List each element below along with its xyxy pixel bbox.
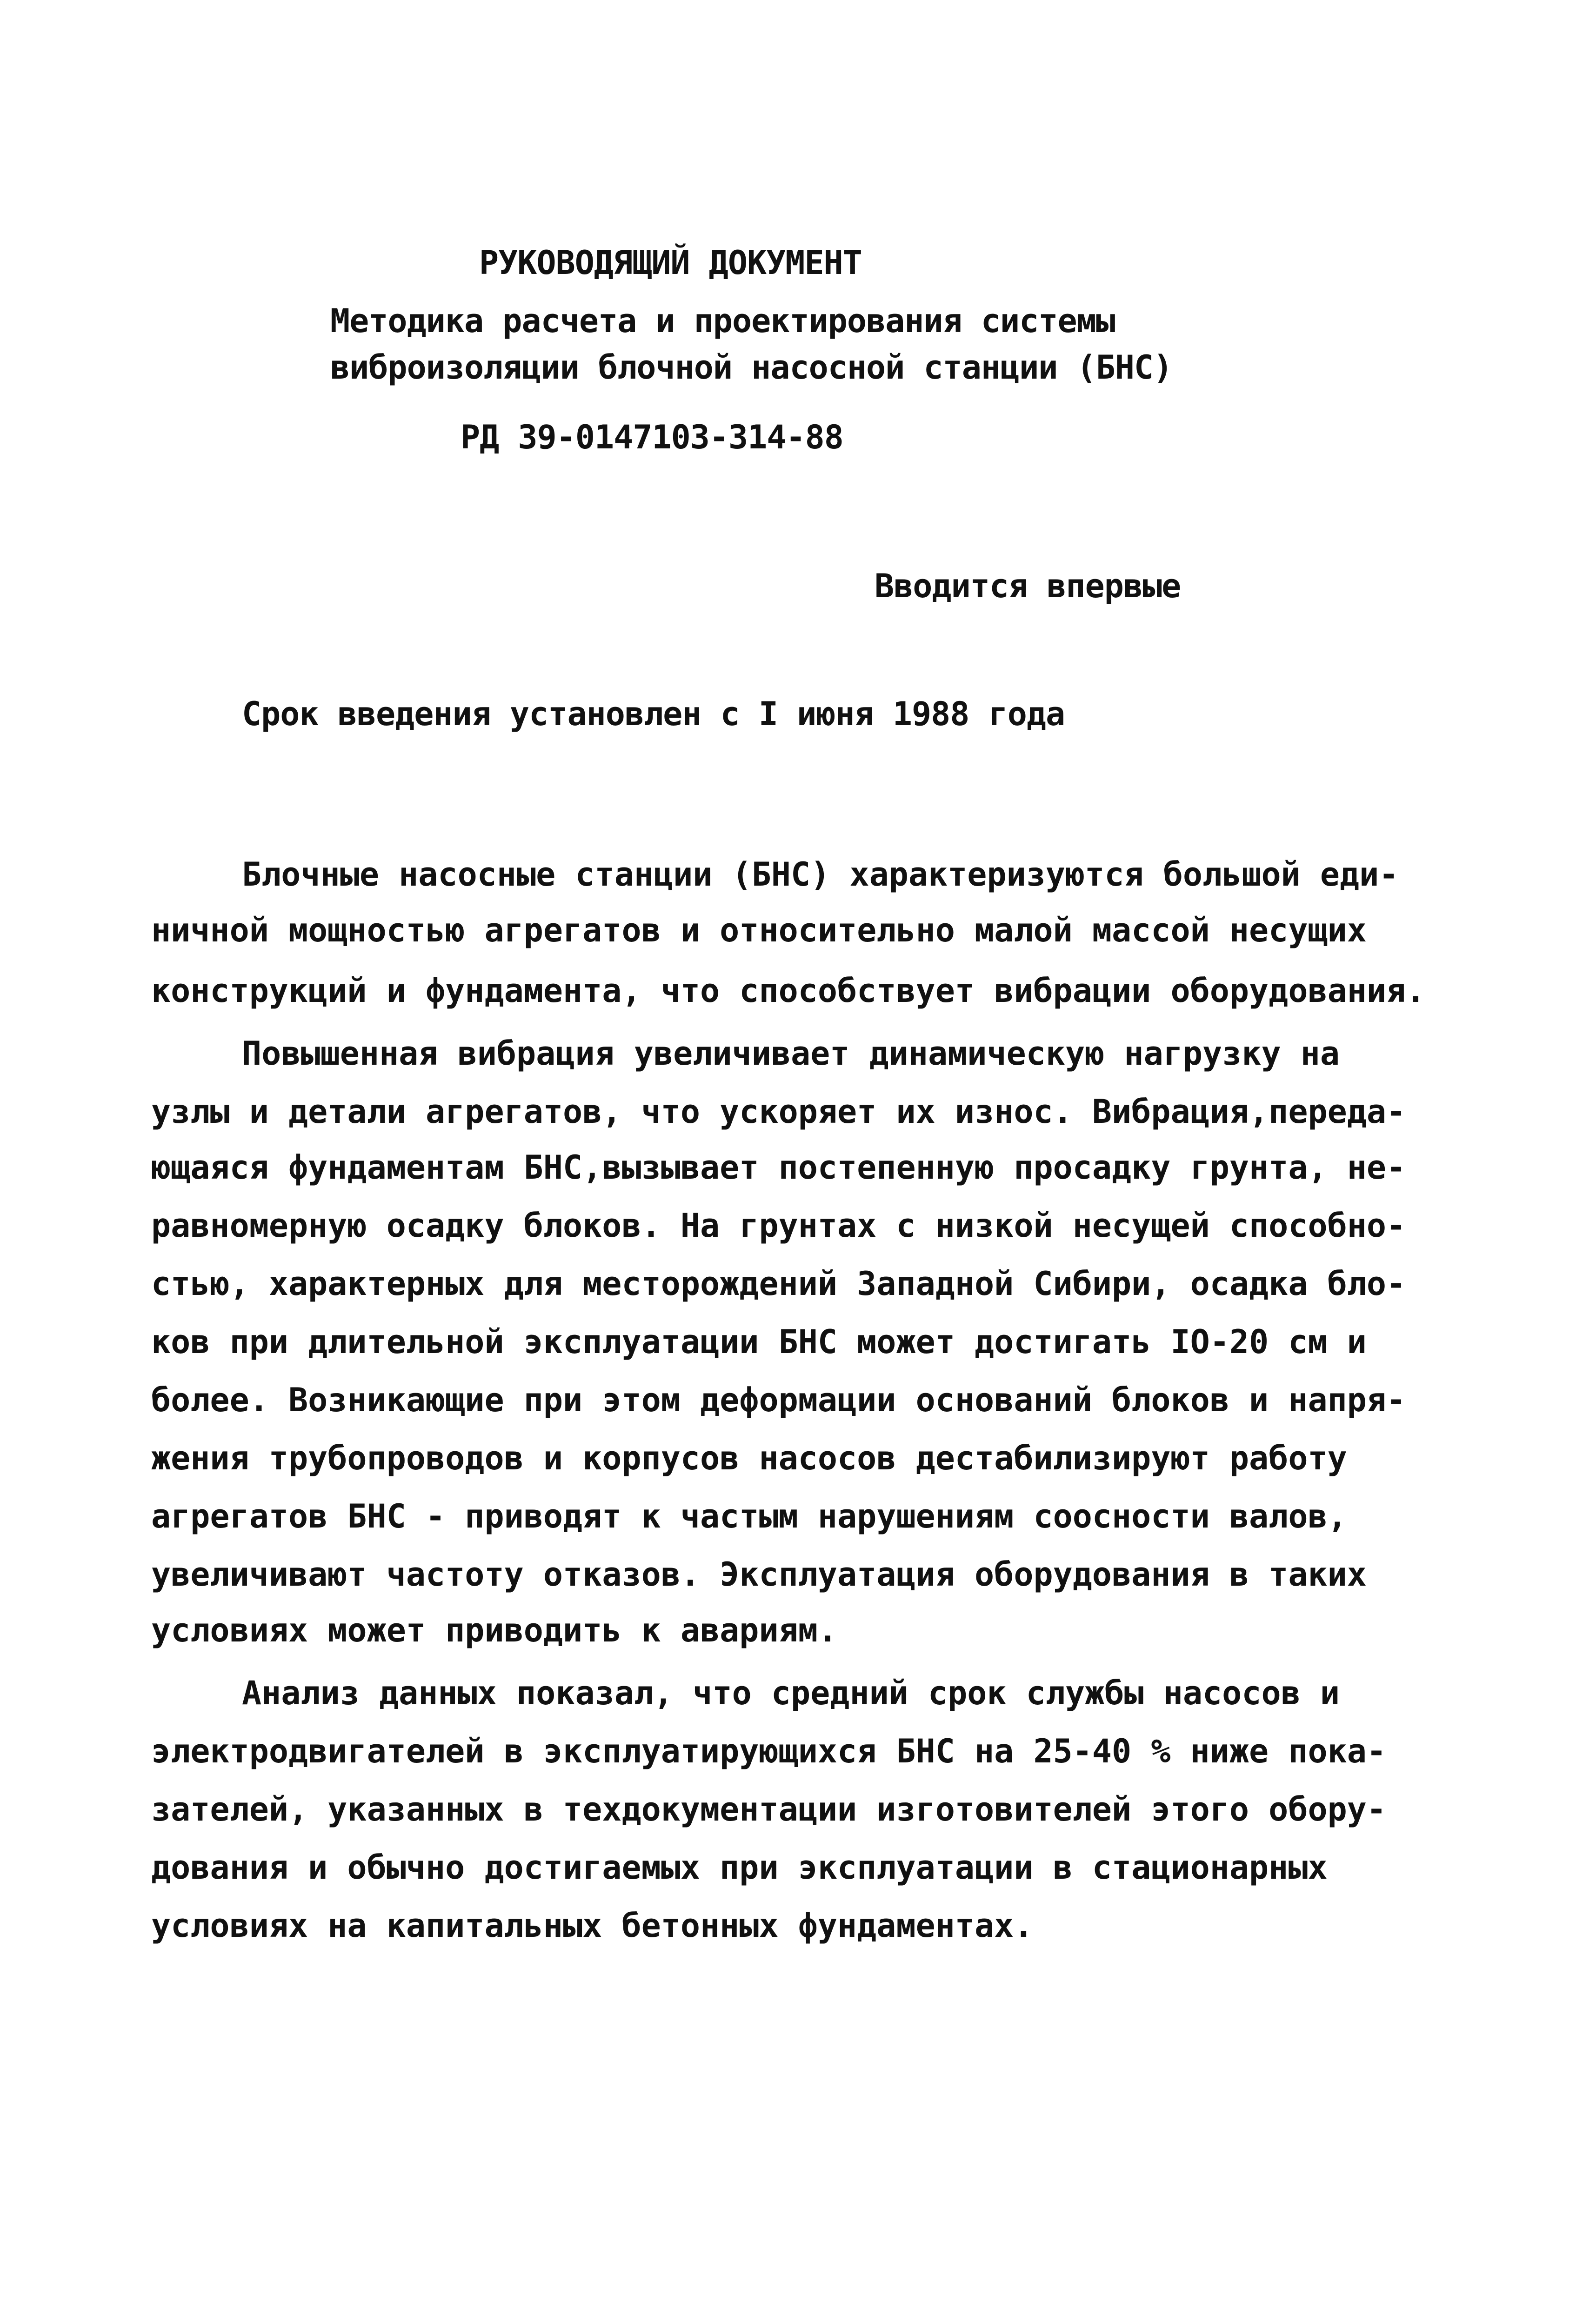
paragraph-3-line-2: электродвигателей в эксплуатирующихся БНС на 25-40 % ниже пока- [151, 1732, 1387, 1770]
paragraph-3-line-5: условиях на капитальных бетонных фундаментах. [151, 1907, 1034, 1945]
paragraph-2-line-8: жения трубопроводов и корпусов насосов дестабилизируют работу [151, 1439, 1347, 1477]
paragraph-2-line-9: агрегатов БНС - приводят к частым нарушениям соосности валов, [151, 1497, 1347, 1535]
paragraph-2-line-11: условиях может приводить к авариям. [151, 1611, 838, 1649]
document-title-line-1: Методика расчета и проектирования системы [330, 302, 1115, 340]
paragraph-3-line-1: Анализ данных показал, что средний срок службы насосов и [242, 1674, 1340, 1712]
paragraph-2-line-2: узлы и детали агрегатов, что ускоряет их износ. Вибрация,переда- [151, 1093, 1406, 1131]
paragraph-1-line-2: ничной мощностью агрегатов и относительно малой массой несущих [151, 911, 1367, 949]
paragraph-2-line-5: стью, характерных для месторождений Западной Сибири, осадка бло- [151, 1265, 1406, 1303]
first-issue-note: Вводится впервые [875, 567, 1181, 605]
paragraph-2-line-4: равномерную осадку блоков. На грунтах с низкой несущей способно- [151, 1207, 1406, 1245]
document-type-heading: РУКОВОДЯЩИЙ ДОКУМЕНТ [479, 244, 862, 282]
effective-date-line: Срок введения установлен с I июня 1988 года [242, 695, 1065, 733]
paragraph-2-line-7: более. Возникающие при этом деформации оснований блоков и напря- [151, 1381, 1406, 1419]
paragraph-3-line-3: зателей, указанных в техдокументации изготовителей этого обору- [151, 1790, 1387, 1828]
paragraph-2-line-10: увеличивают частоту отказов. Эксплуатация оборудования в таких [151, 1555, 1367, 1594]
paragraph-3-line-4: дования и обычно достигаемых при эксплуатации в стационарных [151, 1848, 1328, 1887]
document-title-line-2: виброизоляции блочной насосной станции (БНС) [330, 348, 1173, 387]
paragraph-1-line-1: Блочные насосные станции (БНС) характеризуются большой еди- [242, 855, 1399, 894]
paragraph-1-line-3: конструкций и фундамента, что способствует вибрации оборудования. [151, 972, 1426, 1010]
paragraph-2-line-3: ющаяся фундаментам БНС,вызывает постепенную просадку грунта, не- [151, 1148, 1406, 1187]
paragraph-2-line-6: ков при длительной эксплуатации БНС может достигать IO-20 см и [151, 1323, 1367, 1361]
document-designation: РД 39-0147103-314-88 [461, 418, 843, 456]
paragraph-2-line-1: Повышенная вибрация увеличивает динамическую нагрузку на [242, 1034, 1340, 1073]
